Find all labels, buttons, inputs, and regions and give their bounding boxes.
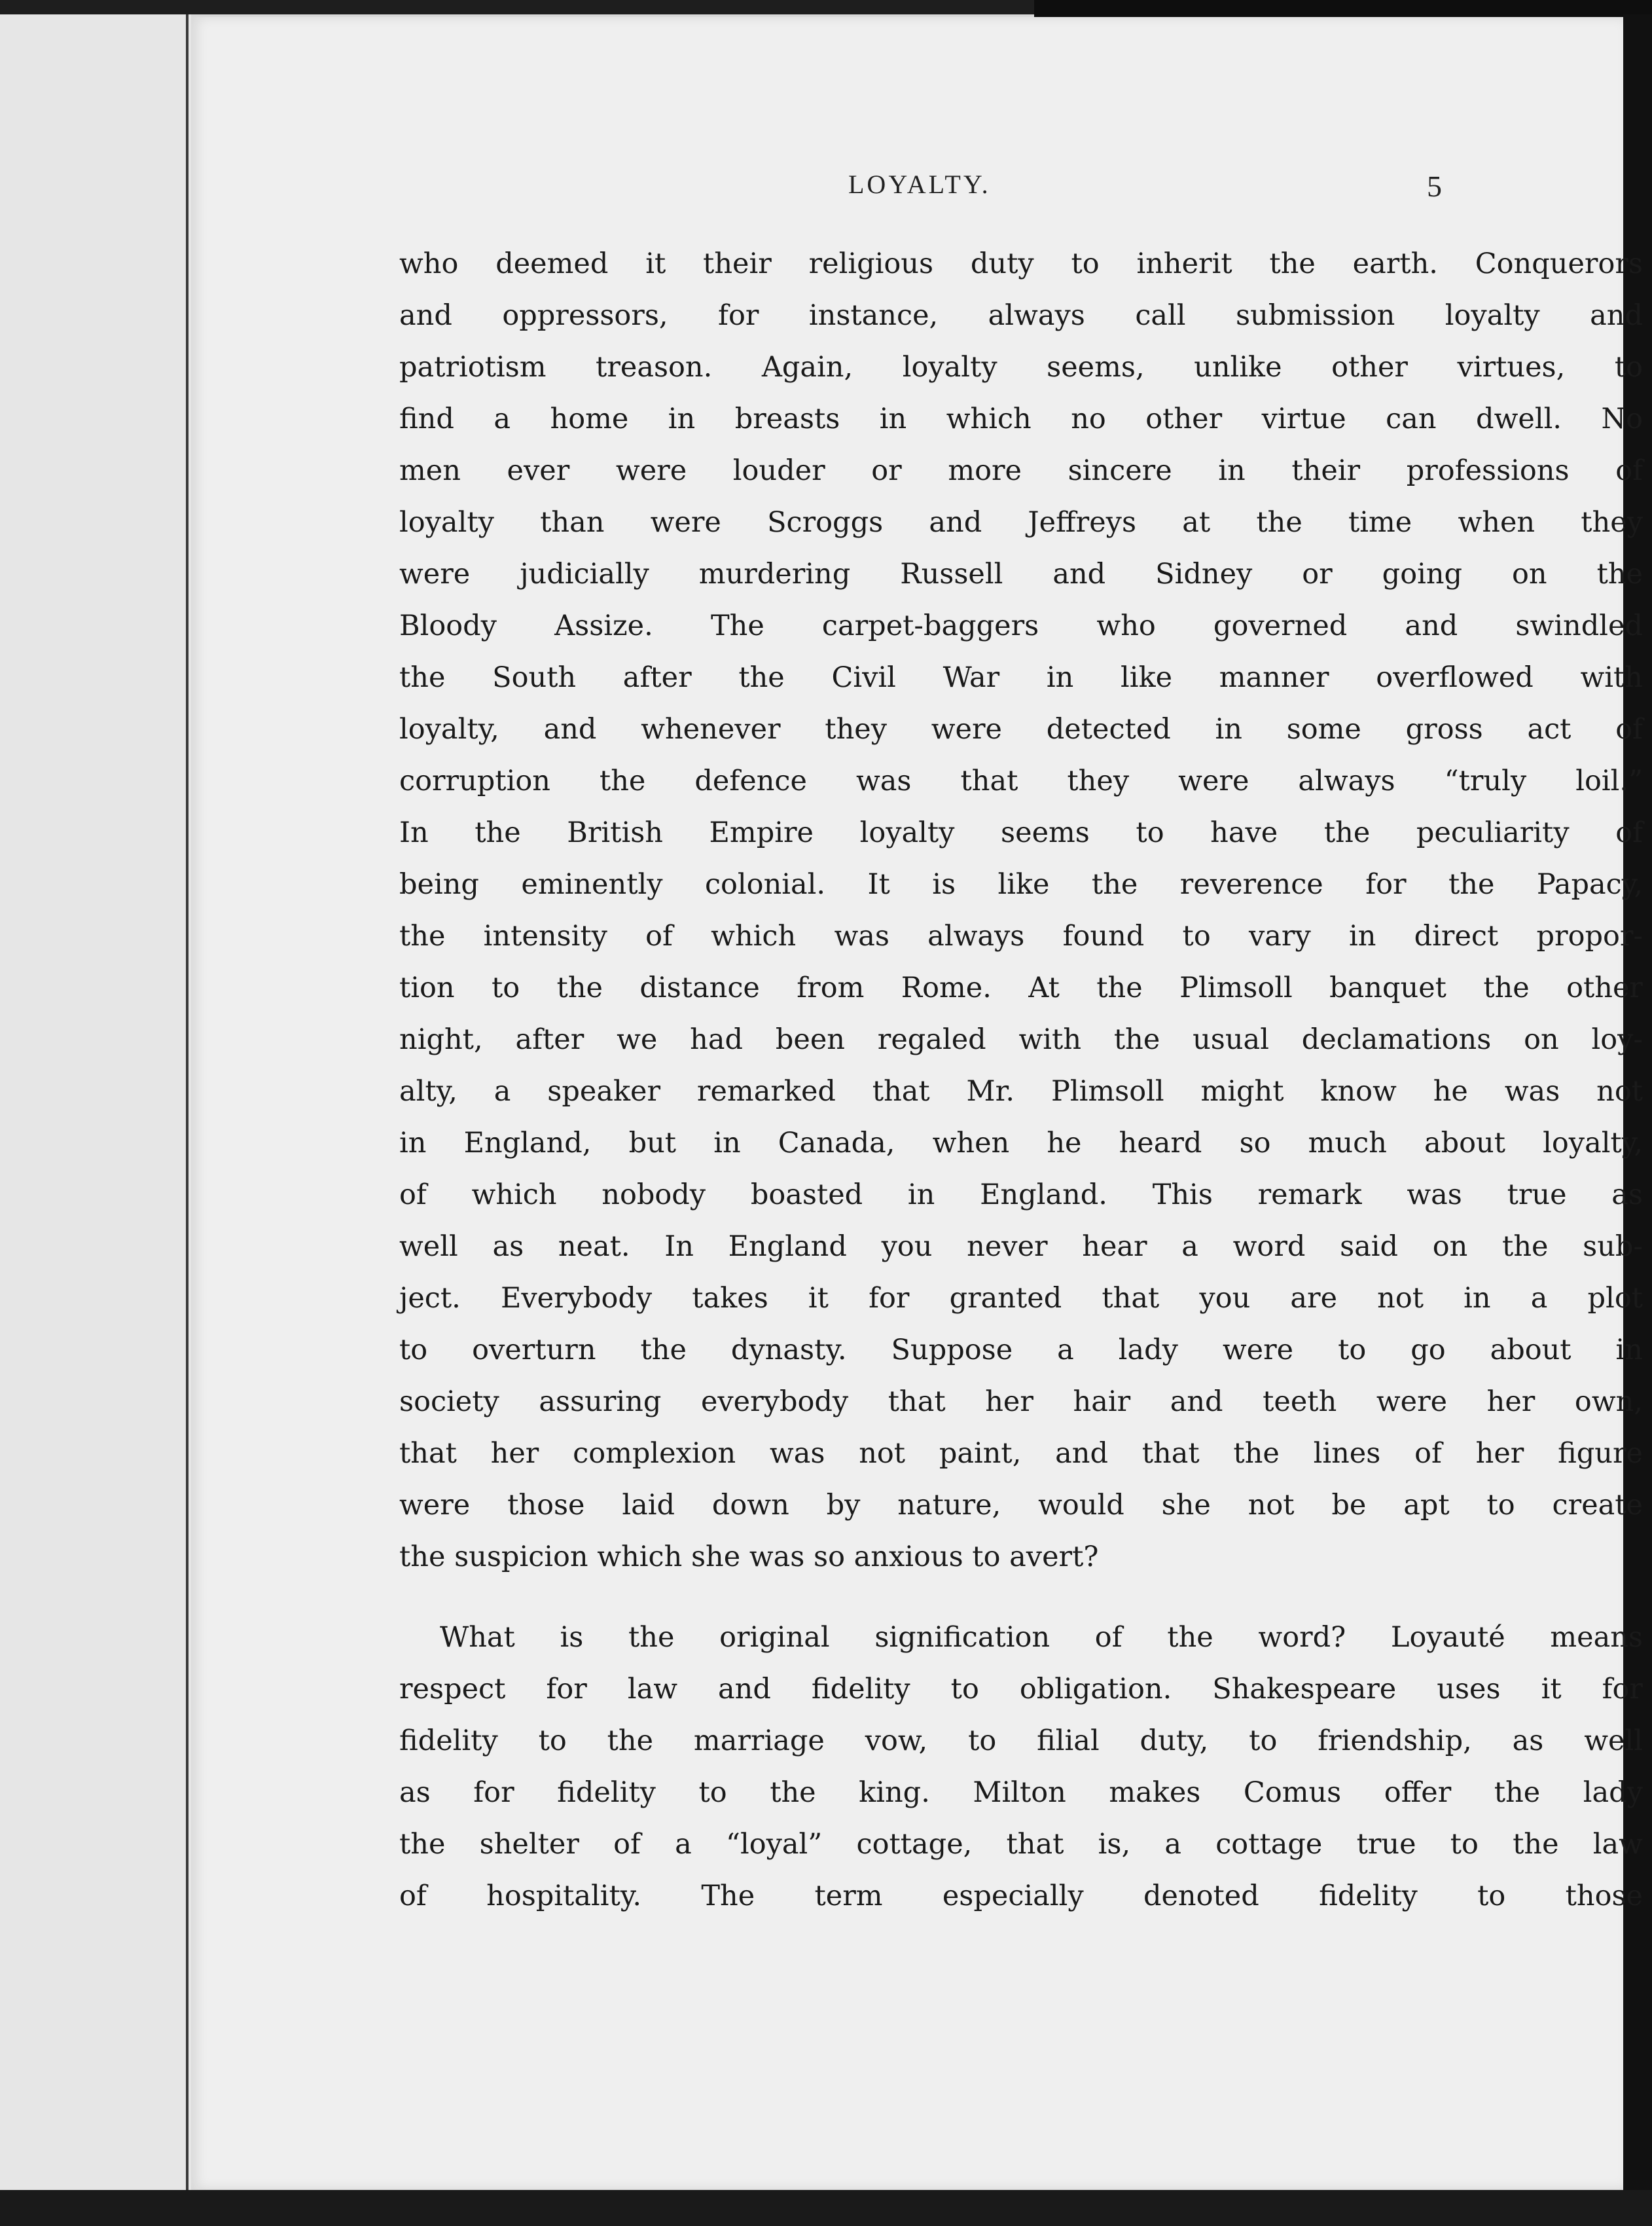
text-line: of which nobody boasted in England. This remark was true as	[399, 1178, 1643, 1211]
book-page	[191, 17, 1643, 2189]
facing-page-gutter-line	[186, 14, 189, 2195]
text-line: the South after the Civil War in like manner overflowed with	[399, 661, 1643, 694]
scan-bottom-border	[0, 2190, 1652, 2226]
paragraph-1	[399, 238, 1643, 1583]
text-line: ject. Everybody takes it for granted that you are not in a plot	[399, 1282, 1643, 1315]
text-line: in England, but in Canada, when he heard so much about loyalty,	[399, 1127, 1643, 1159]
text-line: respect for law and fidelity to obligation. Shakespeare uses it for	[399, 1673, 1643, 1706]
text-line: society assuring everybody that her hair and teeth were her own,	[399, 1385, 1643, 1418]
text-line: corruption the defence was that they were always “truly loil.”	[399, 765, 1643, 797]
text-line: tion to the distance from Rome. At the Plimsoll banquet the other	[399, 972, 1643, 1004]
text-line: being eminently colonial. It is like the reverence for the Papacy,	[399, 868, 1643, 901]
text-line: alty, a speaker remarked that Mr. Plimsoll might know he was not	[399, 1075, 1643, 1108]
text-line: and oppressors, for instance, always call submission loyalty and	[399, 299, 1643, 332]
text-line: night, after we had been regaled with the usual declamations on loy-	[399, 1023, 1643, 1056]
text-line: loyalty, and whenever they were detected in some gross act of	[399, 713, 1643, 746]
text-line: were judicially murdering Russell and Sidney or going on the	[399, 558, 1643, 591]
facing-page-edge	[0, 14, 191, 2201]
text-line: find a home in breasts in which no other virtue can dwell. No	[399, 403, 1643, 435]
text-line: to overturn the dynasty. Suppose a lady were to go about in	[399, 1334, 1643, 1366]
text-line: loyalty than were Scroggs and Jeffreys at the time when they	[399, 506, 1643, 539]
text-line: of hospitality. The term especially denoted fidelity to those	[399, 1880, 1643, 1912]
running-title: LOYALTY.	[848, 170, 991, 199]
running-head	[191, 169, 1623, 215]
text-line: were those laid down by nature, would she not be apt to create	[399, 1489, 1643, 1522]
text-line: the suspicion which she was so anxious to avert?	[399, 1541, 1099, 1573]
text-line: What is the original signification of the word? Loyauté means	[440, 1621, 1643, 1654]
scan-top-border-dark	[1034, 0, 1652, 18]
text-line: the intensity of which was always found to vary in direct propor-	[399, 920, 1643, 953]
paragraph-gap	[399, 1583, 1643, 1612]
text-line: well as neat. In England you never hear a word said on the sub-	[399, 1230, 1643, 1263]
body-text	[399, 238, 1643, 1922]
text-line: patriotism treason. Again, loyalty seems, unlike other virtues, to	[399, 351, 1643, 384]
page-number: 5	[1427, 170, 1442, 203]
text-line: who deemed it their religious duty to inherit the earth. Conquerors	[399, 247, 1643, 280]
text-line: the shelter of a “loyal” cottage, that is, a cottage true to the law	[399, 1828, 1643, 1861]
text-line: Bloody Assize. The carpet-baggers who governed and swindled	[399, 610, 1643, 642]
text-line: as for fidelity to the king. Milton makes Comus offer the lady	[399, 1776, 1643, 1809]
text-line: fidelity to the marriage vow, to filial duty, to friendship, as well	[399, 1724, 1643, 1757]
text-line: men ever were louder or more sincere in their professions of	[399, 454, 1643, 487]
paragraph-2	[399, 1612, 1643, 1922]
text-line: In the British Empire loyalty seems to have the peculiarity of	[399, 816, 1643, 849]
text-line: that her complexion was not paint, and that the lines of her figure	[399, 1437, 1643, 1470]
